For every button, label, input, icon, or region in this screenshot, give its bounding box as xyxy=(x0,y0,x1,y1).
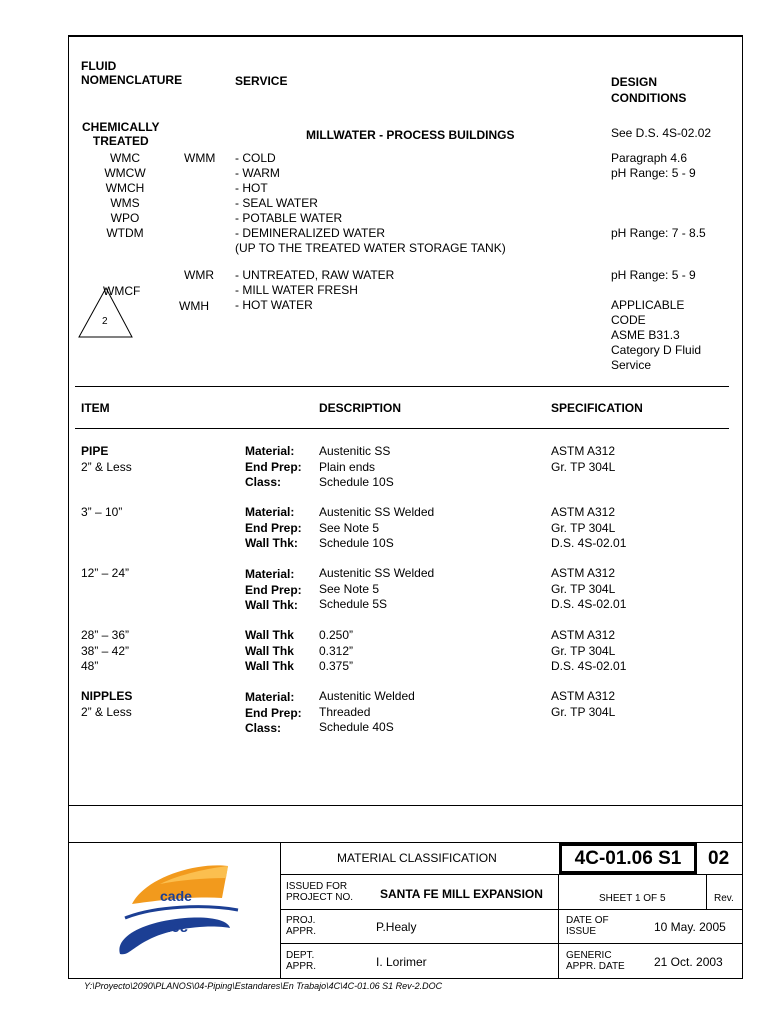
rev-label: Rev. xyxy=(714,893,734,904)
table-row: PIPE 2” & Less xyxy=(81,444,132,474)
design-conditions-heading: DESIGN CONDITIONS xyxy=(611,75,687,105)
service-list-2: - UNTREATED, RAW WATER - MILL WATER FRESH - HOT WATER xyxy=(235,268,395,312)
date-issue-value: 10 May. 2005 xyxy=(654,920,726,934)
row-labels: Material: End Prep: Wall Thk: xyxy=(245,505,302,550)
row-values: Austenitic SS Welded See Note 5 Schedule 5S xyxy=(319,566,435,611)
frame-top xyxy=(68,35,743,37)
row-spec: ASTM A312 Gr. TP 304L xyxy=(551,689,616,719)
row-values: Austenitic SS Welded See Note 5 Schedule 10S xyxy=(319,505,435,550)
row-labels: Material: End Prep: Class: xyxy=(245,444,302,489)
service-list: - COLD - WARM - HOT - SEAL WATER - POTABLE WATER - DEMINERALIZED WATER (UP TO THE TREATED WATER STORAGE TANK) xyxy=(235,151,506,255)
design-ph-demin: pH Range: 7 - 8.5 xyxy=(611,226,706,240)
row-spec: ASTM A312 Gr. TP 304L D.S. 4S-02.01 xyxy=(551,628,627,673)
fluid-nomenclature-heading: FLUID NOMENCLATURE xyxy=(81,59,183,88)
issued-label: ISSUED FOR PROJECT NO. xyxy=(286,881,354,903)
generic-appr-label: GENERIC APPR. DATE xyxy=(566,950,625,972)
dept-appr-label: DEPT. APPR. xyxy=(286,950,317,972)
alt-code-wmm: WMM xyxy=(184,151,216,165)
row-spec: ASTM A312 Gr. TP 304L xyxy=(551,444,616,474)
chemically-treated-group: CHEMICALLY TREATED xyxy=(82,120,160,149)
table-header-rule xyxy=(75,428,729,429)
code-wmr: WMR xyxy=(184,268,214,282)
generic-appr-date: 21 Oct. 2003 xyxy=(654,955,723,969)
code-wmcf: WMCF xyxy=(103,284,141,298)
section-separator xyxy=(75,386,729,387)
row-spec: ASTM A312 Gr. TP 304L D.S. 4S-02.01 xyxy=(551,566,627,611)
applicable-code: APPLICABLE CODE ASME B31.3 Category D Fluid Service xyxy=(611,298,702,372)
row-labels: Material: End Prep: Class: xyxy=(245,690,302,735)
doc-number-box: 4C-01.06 S1 xyxy=(559,843,697,874)
dept-appr-name: I. Lorimer xyxy=(376,955,427,969)
table-row: 28” – 36” 38” – 42” 48” xyxy=(81,628,130,673)
row-values: Austenitic Welded Threaded Schedule 40S xyxy=(319,689,415,734)
design-paragraph: Paragraph 4.6 pH Range: 5 - 9 xyxy=(611,151,696,180)
item-heading: ITEM xyxy=(81,401,110,415)
row-spec: ASTM A312 Gr. TP 304L D.S. 4S-02.01 xyxy=(551,505,627,550)
project-name: SANTA FE MILL EXPANSION xyxy=(380,887,543,901)
proj-appr-name: P.Healy xyxy=(376,920,417,934)
date-issue-label: DATE OF ISSUE xyxy=(566,915,609,937)
frame-bottom xyxy=(68,978,743,979)
sheet-number: SHEET 1 OF 5 xyxy=(599,893,666,904)
code-wmh: WMH xyxy=(179,299,209,313)
service-title: MILLWATER - PROCESS BUILDINGS xyxy=(306,128,515,142)
specification-heading: SPECIFICATION xyxy=(551,401,643,415)
proj-appr-label: PROJ. APPR. xyxy=(286,915,317,937)
logo-cade-text: cade xyxy=(160,888,192,904)
revision-triangle-icon xyxy=(78,287,134,339)
notes-rule-1 xyxy=(68,805,743,806)
logo-amec-text: amec xyxy=(150,919,189,936)
row-values: Austenitic SS Plain ends Schedule 10S xyxy=(319,444,394,489)
row-values: 0.250” 0.312” 0.375” xyxy=(319,628,354,673)
document-title: MATERIAL CLASSIFICATION xyxy=(337,851,497,865)
frame-left xyxy=(68,35,69,979)
fluid-codes: WMC WMCW WMCH WMS WPO WTDM xyxy=(104,151,146,240)
table-row: 3” – 10” xyxy=(81,505,123,519)
file-path: Y:\Proyecto\2090\PLANOS\04-Piping\Estandares\En Trabajo\4C\4C-01.06 S1 Rev-2.DOC xyxy=(84,981,443,991)
table-row: 12” – 24” xyxy=(81,566,130,580)
row-labels: Material: End Prep: Wall Thk: xyxy=(245,567,302,612)
frame-right xyxy=(742,35,743,979)
revision-number: 2 xyxy=(102,316,108,327)
row-labels: Wall Thk Wall Thk Wall Thk xyxy=(245,628,294,673)
title-row-rule-1 xyxy=(280,874,743,875)
title-row-rule-3 xyxy=(280,943,743,944)
cade-amec-logo xyxy=(110,856,245,966)
rev-number: 02 xyxy=(708,848,730,869)
design-ds: See D.S. 4S-02.02 xyxy=(611,126,712,140)
title-block-divider xyxy=(280,842,281,978)
service-heading: SERVICE xyxy=(235,74,288,88)
description-heading: DESCRIPTION xyxy=(319,401,402,415)
design-ph-raw: pH Range: 5 - 9 xyxy=(611,268,696,282)
table-row: NIPPLES 2” & Less xyxy=(81,689,133,719)
rev-col-rule xyxy=(706,874,707,909)
title-row-rule-2 xyxy=(280,909,743,910)
title-col-rule xyxy=(558,874,559,978)
